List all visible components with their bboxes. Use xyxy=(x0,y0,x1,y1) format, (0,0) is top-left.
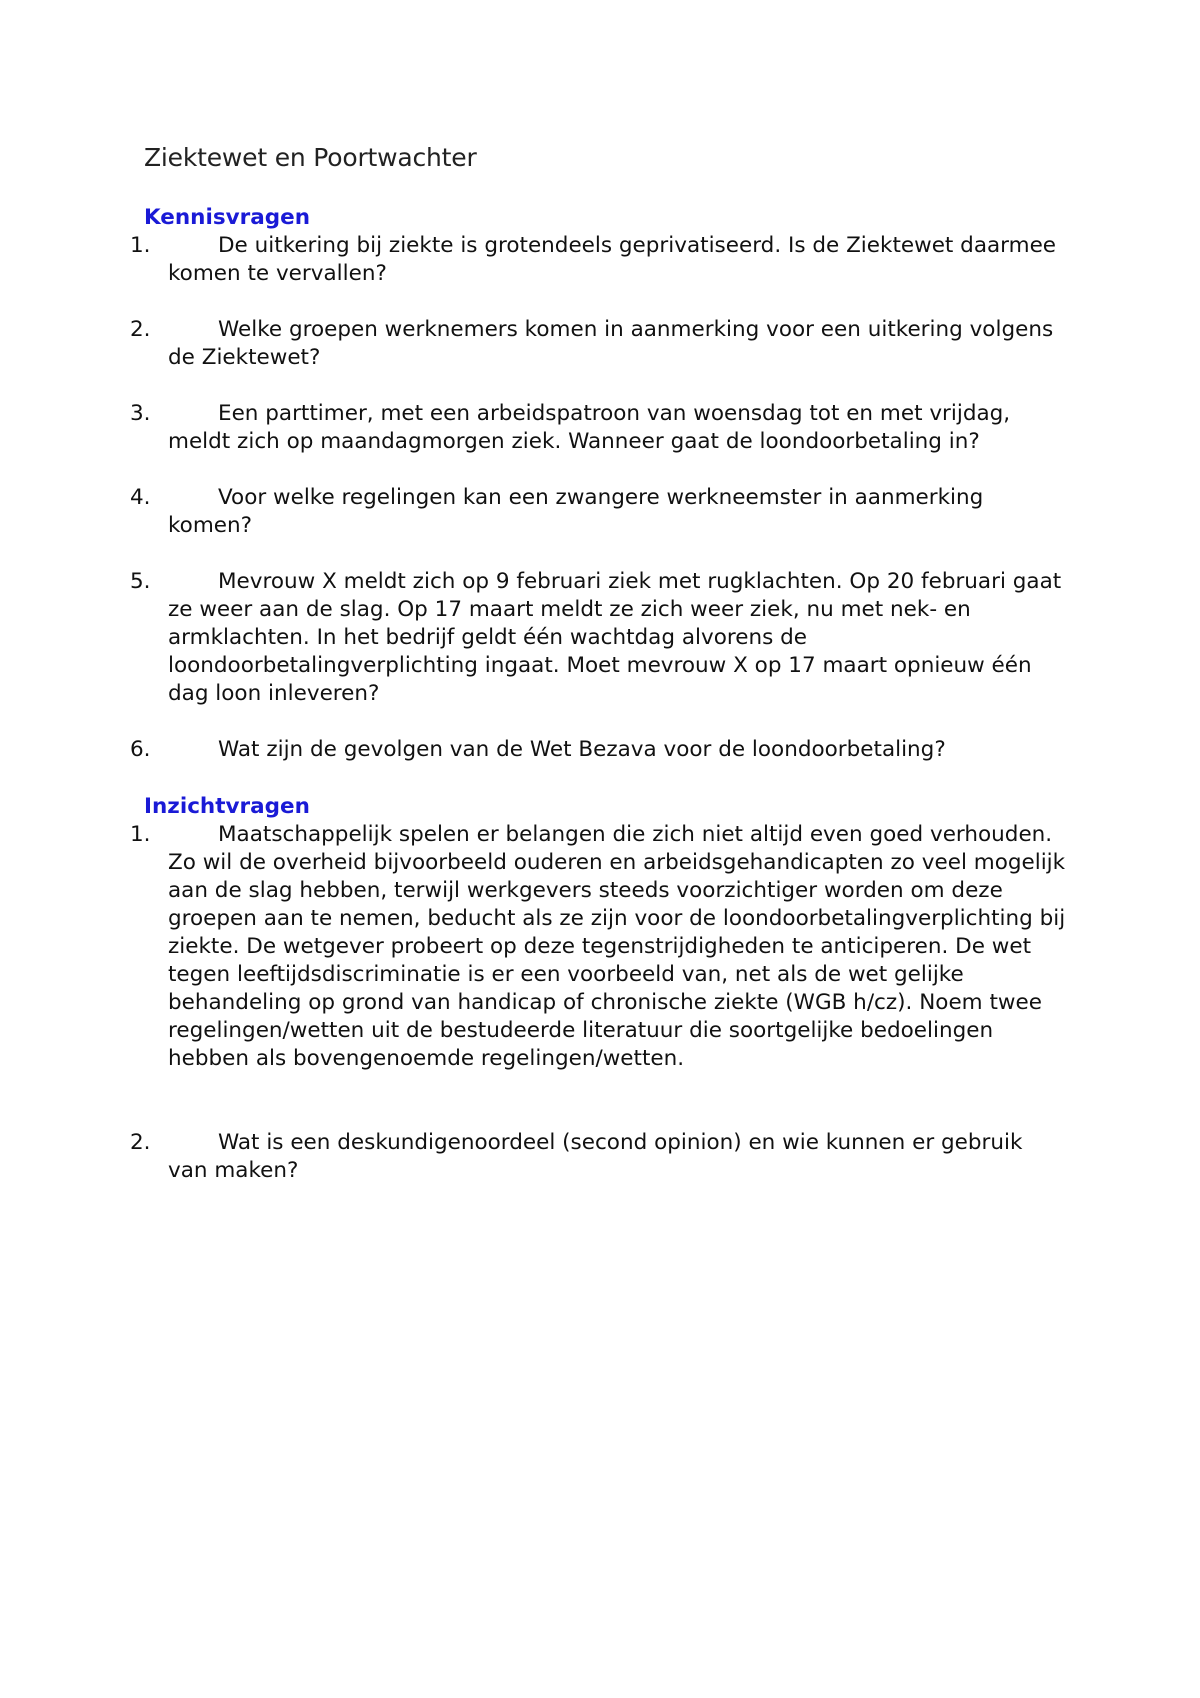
question-item xyxy=(130,568,1090,708)
question-text: Welke groepen werknemers komen in aanmerking voor een uitkering volgens de Ziektewet? xyxy=(168,317,1054,370)
question-item xyxy=(130,316,1090,372)
question-item xyxy=(130,1129,1090,1185)
question-number: 2. xyxy=(130,1130,151,1155)
question-number: 1. xyxy=(130,822,151,847)
question-number: 5. xyxy=(130,569,151,594)
question-item xyxy=(130,400,1090,456)
question-text: Maatschappelijk spelen er belangen die zich niet altijd even goed verhouden. Zo wil de overheid bijvoorbeeld ouderen en arbeidsgehandicapten zo veel mogelijk aan de slag hebben, terwijl werkgevers steeds voorzichtiger worden om deze groepen aan te nemen, beducht als ze zijn voor de loondoorbetalingverplichting bij ziekte. De wetgever probeert op deze tegenstrijdigheden te anticiperen. De wet tegen leeftijdsdiscriminatie is er een voorbeeld van, net als de wet gelijke behandeling op grond van handicap of chronische ziekte (WGB h/cz). Noem twee regelingen/wetten uit de bestudeerde literatuur die soortgelijke bedoelingen hebben als bovengenoemde regelingen/wetten. xyxy=(168,822,1066,1071)
question-number: 2. xyxy=(130,317,151,342)
question-number: 6. xyxy=(130,737,151,762)
question-number: 1. xyxy=(130,233,151,258)
question-text: Wat is een deskundigenoordeel (second opinion) en wie kunnen er gebruik van maken? xyxy=(168,1130,1023,1183)
section-heading-inzichtvragen: Inzichtvragen xyxy=(144,794,310,819)
question-item xyxy=(130,232,1090,288)
question-text: Wat zijn de gevolgen van de Wet Bezava voor de loondoorbetaling? xyxy=(218,737,946,762)
question-text: De uitkering bij ziekte is grotendeels geprivatiseerd. Is de Ziektewet daarmee komen te vervallen? xyxy=(168,233,1057,286)
question-number: 4. xyxy=(130,485,151,510)
question-number: 3. xyxy=(130,401,151,426)
question-item xyxy=(130,484,1090,540)
section-heading-kennisvragen: Kennisvragen xyxy=(144,205,311,230)
document-title: Ziektewet en Poortwachter xyxy=(144,143,477,172)
question-item xyxy=(130,736,1090,764)
question-text: Voor welke regelingen kan een zwangere werkneemster in aanmerking komen? xyxy=(168,485,984,538)
question-text: Een parttimer, met een arbeidspatroon van woensdag tot en met vrijdag, meldt zich op maandagmorgen ziek. Wanneer gaat de loondoorbetaling in? xyxy=(168,401,1011,454)
question-item xyxy=(130,821,1090,1073)
question-text: Mevrouw X meldt zich op 9 februari ziek met rugklachten. Op 20 februari gaat ze weer aan de slag. Op 17 maart meldt ze zich weer ziek, nu met nek- en armklachten. In het bedrijf geldt één wachtdag alvorens de loondoorbetalingverplichting ingaat. Moet mevrouw X op 17 maart opnieuw één dag loon inleveren? xyxy=(168,569,1062,706)
